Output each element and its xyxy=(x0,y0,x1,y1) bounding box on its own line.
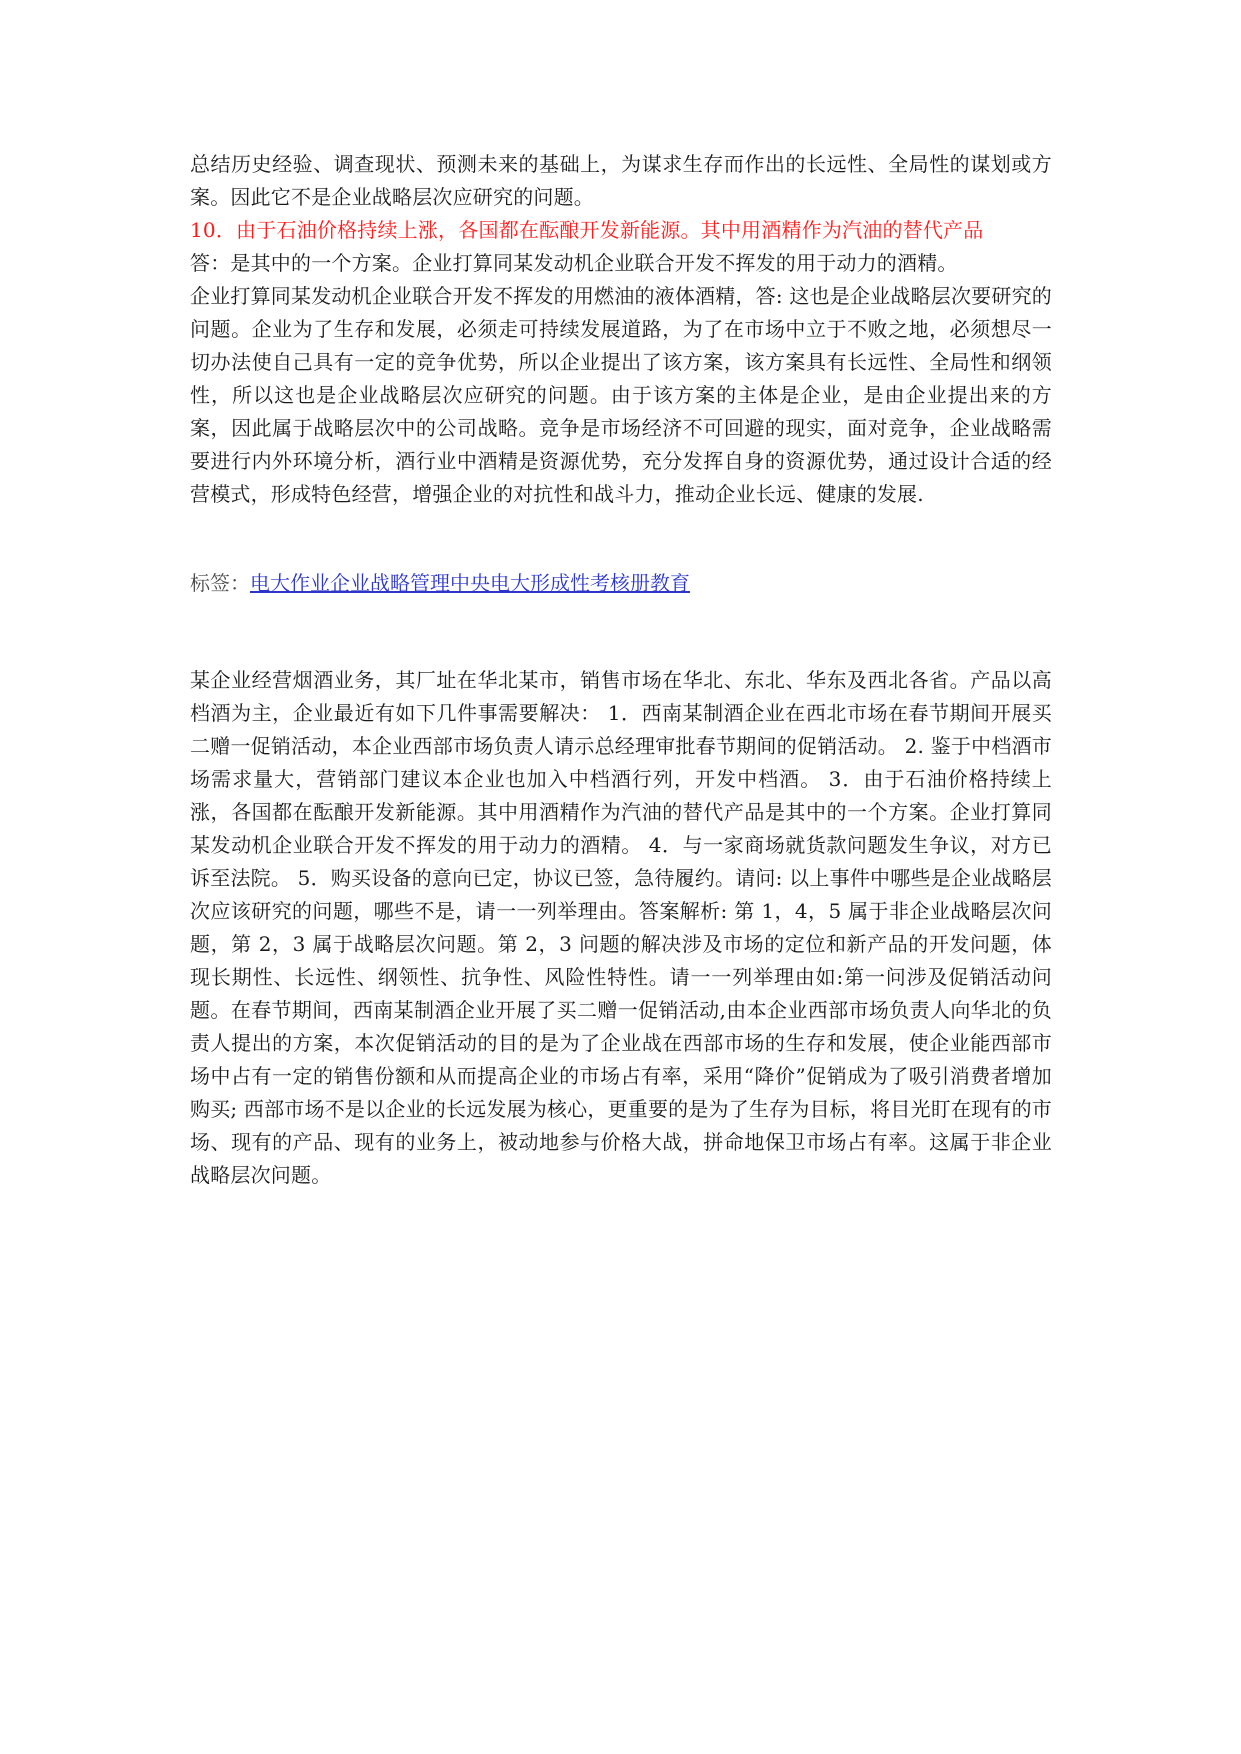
tags-label: 标签： xyxy=(190,571,250,595)
tags-link[interactable]: 电大作业企业战略管理中央电大形成性考核册教育 xyxy=(250,571,690,595)
intro-paragraph: 总结历史经验、调查现状、预测未来的基础上，为谋求生存而作出的长远性、全局性的谋划或方案。因此它不是企业战略层次应研究的问题。 xyxy=(190,152,1052,209)
document-page xyxy=(190,148,1052,1192)
question-10-heading: 10．由于石油价格持续上涨，各国都在酝酿开发新能源。其中用酒精作为汽油的替代产品 xyxy=(190,218,984,242)
tags-line xyxy=(190,567,1052,600)
answer-lead: 答：是其中的一个方案。企业打算同某发动机企业联合开发不挥发的用于动力的酒精。 xyxy=(190,251,958,275)
section-answer-continuation xyxy=(190,148,1052,511)
answer-body-paragraph: 企业打算同某发动机企业联合开发不挥发的用燃油的液体酒精，答: 这也是企业战略层次要研究的问题。企业为了生存和发展，必须走可持续发展道路，为了在市场中立于不败之地，必须想尽一切办法使自己具有一定的竞争优势，所以企业提出了该方案，该方案具有长远性、全局性和纲领性，所以这也是企业战略层次应研究的问题。由于该方案的主体是企业，是由企业提出来的方案，因此属于战略层次中的公司战略。竞争是市场经济不可回避的现实，面对竞争，企业战略需要进行内外环境分析，酒行业中酒精是资源优势，充分发挥自身的资源优势，通过设计合适的经营模式，形成特色经营，增强企业的对抗性和战斗力，推动企业长远、健康的发展. xyxy=(190,284,1052,506)
case-study-paragraph: 某企业经营烟酒业务，其厂址在华北某市，销售市场在华北、东北、华东及西北各省。产品以高档酒为主，企业最近有如下几件事需要解决： 1．西南某制酒企业在西北市场在春节期间开展买二赠一促销活动，本企业西部市场负责人请示总经理审批春节期间的促销活动。 2. 鉴于中档酒市场需求量大，营销部门建议本企业也加入中档酒行列，开发中档酒。 3．由于石油价格持续上涨，各国都在酝酿开发新能源。其中用酒精作为汽油的替代产品是其中的一个方案。企业打算同某发动机企业联合开发不挥发的用于动力的酒精。 4．与一家商场就货款问题发生争议，对方已诉至法院。 5．购买设备的意向已定，协议已签，急待履约。请问: 以上事件中哪些是企业战略层次应该研究的问题，哪些不是，请一一列举理由。答案解析: 第 1，4，5 属于非企业战略层次问题，第 2，3 属于战略层次问题。第 2，3 问题的解决涉及市场的定位和新产品的开发问题，体现长期性、长远性、纲领性、抗争性、风险性特性。请一一列举理由如:第一问涉及促销活动问题。在春节期间，西南某制酒企业开展了买二赠一促销活动,由本企业西部市场负责人向华北的负责人提出的方案，本次促销活动的目的是为了企业战在西部市场的生存和发展，使企业能西部市场中占有一定的销售份额和从而提高企业的市场占有率，采用“降价”促销成为了吸引消费者增加购买; 西部市场不是以企业的长远发展为核心，更重要的是为了生存为目标，将目光盯在现有的市场、现有的产品、现有的业务上，被动地参与价格大战，拼命地保卫市场占有率。这属于非企业战略层次问题。 xyxy=(190,668,1052,1187)
section-case-study xyxy=(190,664,1052,1192)
